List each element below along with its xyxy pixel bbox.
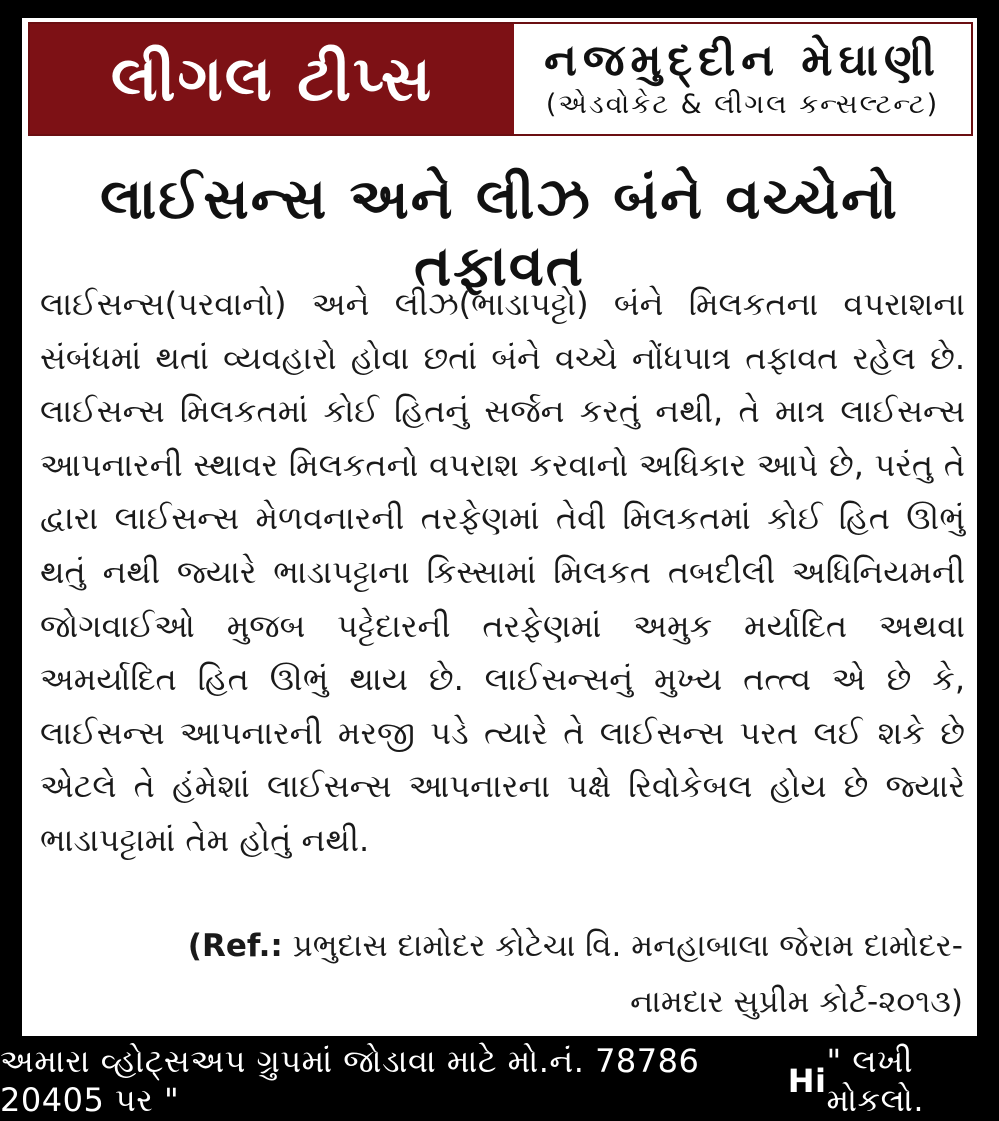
reference-citation <box>123 918 963 1030</box>
footer-text-after: " લખી મોકલો. <box>826 1041 925 1119</box>
column-header <box>28 22 973 136</box>
footer-hi: Hi <box>787 1061 827 1100</box>
author-block <box>514 24 971 134</box>
reference-text: પ્રભુદાસ દામોદર કોટેચા વિ. મનહાબાલા જેરામ દામોદર- નામદાર સુપ્રીમ કોર્ટ-૨૦૧૩) <box>282 928 963 1020</box>
article-headline: લાઈસન્સ અને લીઝ બંને વચ્ચેનો તફાવત <box>100 167 899 300</box>
reference-prefix: (Ref.: <box>187 928 283 964</box>
author-title: (એડવોકેટ & લીગલ કન્સલ્ટન્ટ) <box>545 89 940 120</box>
section-title: લીગલ ટીપ્સ <box>30 24 514 134</box>
whatsapp-footer <box>0 1040 999 1121</box>
author-name: નજમુદ્દીન મેઘાણી <box>544 34 941 86</box>
footer-text-before: અમારા વ્હોટ્સઅપ ગ્રુપમાં જોડાવા માટે મો.નં. 78786 20405 પર " <box>0 1041 700 1119</box>
article-card <box>22 18 977 1036</box>
article-body: લાઈસન્સ(પરવાનો) અને લીઝ(ભાડાપટ્ટો) બંને મિલકતના વપરાશના સંબંધમાં થતાં વ્યવહારો હોવા છતાં બંને વચ્ચે નોંધપાત્ર તફાવત રહેલ છે. લાઈસન્સ મિલકતમાં કોઈ હિતનું સર્જન કરતું નથી, તે માત્ર લાઈસન્સ આપનારની સ્થાવર મિલકતનો વપરાશ કરવાનો અધિકાર આપે છે, પરંતુ તે દ્વારા લાઈસન્સ મેળવનારની તરફેણમાં તેવી મિલકતમાં કોઈ હિત ઊભું થતું નથી જ્યારે ભાડાપટ્ટાના કિસ્સામાં મિલકત તબદીલી અધિનિયમની જોગવાઈઓ મુજબ પટ્ટેદારની તરફેણમાં અમુક મર્યાદિત અથવા અમર્યાદિત હિત ઊભું થાય છે. લાઈસન્સનું મુખ્ય તત્ત્વ એ છે કે, લાઈસન્સ આપનારની મરજી પડે ત્યારે તે લાઈસન્સ પરત લઈ શકે છે એટલે તે હંમેશાં લાઈસન્સ આપનારના પક્ષે રિવોકેબલ હોય છે જ્યારે ભાડાપટ્ટામાં તેમ હોતું નથી. <box>40 285 965 859</box>
